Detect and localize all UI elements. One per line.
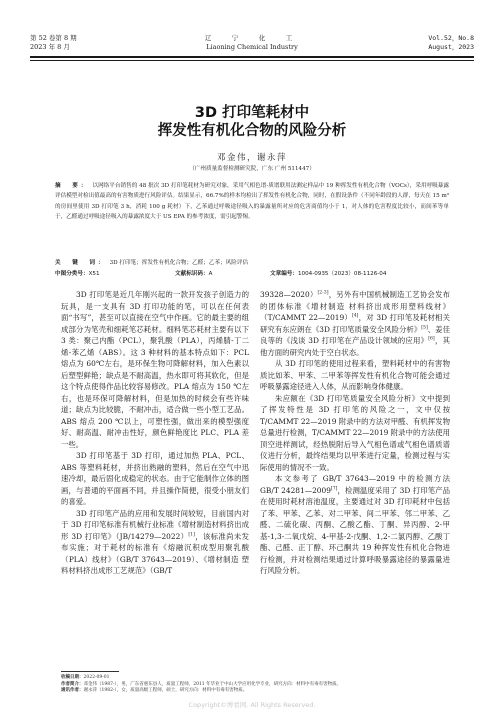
footnotes (61, 675, 464, 695)
paragraph: 从 3D 打印笔的使用过程来看，塑料耗材中的有害物质比如苯、甲苯、二甲苯等挥发性有机化合物可能会通过呼吸暴露途径进入人体，从而影响身体健康。 (260, 359, 450, 391)
clc-value: X51 (88, 271, 100, 277)
classification-line (55, 269, 449, 277)
paper-title (30, 104, 474, 140)
date-cn: 2023 年 8 月 (30, 43, 70, 51)
footnote-label: 作者简介： (61, 681, 84, 687)
footnote-text: 谢永萍（1982-），女，质量高级工程师，硕士，研究方向：材料中有毒有害物质。 (83, 688, 248, 693)
clc-label: 中图分类号： (55, 271, 89, 277)
paragraph: 朱应额在《3D 打印笔质量安全风险分析》文中提到了挥发特性是 3D 打印笔的风险之一，文中仅按 T/CAMMT 22—2019 附录中的方法对甲醛、有机挥发物总量进行检测，T/CAMMT 22—2019 附录中的方法使用顶空进样测试，经热脱附后导入气相色谱或气相色谱质谱仪进行分析，最终结果均以甲苯进行定量，检测过程与实际使用的情况不一致。 (260, 393, 450, 472)
volume-en: Vol.52，No.8 (428, 34, 474, 42)
paragraph: 3D 打印笔产品的应用和发展时间较短，目前国内对于 3D 打印笔标准有机械行业标准《增材制造材料挤出成形 3D 打印笔》（JB/14279—2022）[1]，该标准尚未发布实施；对于耗材的标准有《熔融沉积成型用聚乳酸（PLA）线材》（GB/T 37643—2019）、《增材制造 塑料材料挤出成形工艺规范》（GB/T (61, 508, 249, 575)
footnote-label: 收稿日期： (61, 675, 84, 680)
article-no-value: 1004-0935（2023）08-1126-04 (297, 271, 387, 277)
citation-mark: [1] (188, 532, 195, 538)
header-rule-thick (30, 56, 474, 58)
footnote-corresponding (61, 688, 464, 695)
title-line-2: 挥发性有机化合物的风险分析 (157, 123, 347, 139)
header-rule-thin (30, 60, 474, 61)
footnote-rule (61, 671, 119, 672)
abstract-label: 摘 要： (55, 183, 90, 189)
header-right (428, 34, 474, 52)
volume-cn: 第 52 卷第 8 期 (30, 34, 77, 42)
journal-name-en: Liaoning Chemical Industry (206, 43, 298, 51)
journal-name-cn: 辽 宁 化 工 (204, 34, 300, 42)
header-center (30, 34, 474, 52)
citation-mark: [5] (421, 325, 428, 331)
copyright-watermark: Copyright©博看网. All Rights Reserved. (188, 701, 316, 709)
body-column-left (61, 289, 249, 577)
footnote-text: 邓金伟（1987-），男，广东省惠东县人，质量工程师，2011 年毕业于中山大学应用化学专业，研究方向：材料中有毒有害物质。 (83, 681, 342, 687)
doc-code-label: 文献标识码： (175, 271, 209, 277)
paragraph: 3D 打印笔基于 3D 打印，通过加热 PLA、PCL、ABS 等塑料耗材，并挤出熟融的塑料，然后在空气中迅速冷却，最后固化成稳定的状态。由于它能制作立体的图画，与普通的平面画不同，并且操作简便，很受小朋友们的喜爱。 (61, 451, 249, 506)
abstract (55, 181, 449, 222)
doc-code-value: A (208, 271, 213, 277)
abstract-text: 以网络平台销售的 48 批次 3D 打印笔耗材为研究对象，采用气相色谱-质谱联用法测定样品中 19 种挥发性有机化合物（VOCs），采用呼吸暴露评估模型对检出值最高的有害物质进行风险评估。结果显示，66.7%的样本均检出了挥发性有机化合物，同时，在假设条件（不同年龄段的人群，每天在 15 m³的房间里使用 3D 打印笔 3 h，消耗 100 g 耗材）下，乙苯通过呼吸途径吸入的暴露量所对应的危害商值均小于 1，对人体的危害程度比较小，而间苯等单于，乙醛通过呼吸途径吸入的暴露浓度大于 US EPA 的参考浓度，需引起警惕。 (55, 183, 449, 220)
keywords-text: 3D 打印笔；挥发性有机化合物；乙醛；乙苯；风险评估 (109, 260, 249, 266)
footnote-text: 2022-09-01 (83, 675, 110, 680)
authors: 邓金伟，谢永萍 (216, 153, 287, 163)
keywords-label: 关 键 词： (55, 260, 107, 266)
paragraph: 3D 打印笔是近几年刚兴起的一款开发孩子创造力的玩具，是一支具有 3D 打印功能的笔，可以在任何表面“书写”，甚至可以直接在空气中作画。它的最主要的组成部分为笔壳和细耗笔芯耗材。细料笔芯耗材主要有以下 3 类：聚己内酯（PCL），聚乳酸（PLA），丙烯腈-丁二烯-苯乙烯（ABS）。这 3 种材料的基本特点如下：PCL 熔点为 60℃左右，是环保生物可降解材料，加入色素以后塑型鲜艳；缺点是不耐高温，热水即可将其软化，但是这个特点使得作品比较容易修改。PLA 熔点为 150 ℃左右，也是环保可降解材料，但是加热的时候会有些许味道；缺点为比较脆，不耐冲击，适合做一些小型工艺品。ABS 熔点 200 ℃以上，可塑性强，做出来的模型强度好、耐高温、耐冲击性好，颜色鲜艳度比 PLC、PLA 差一些。 (61, 290, 249, 449)
article-no-label: 文章编号： (270, 271, 298, 277)
citation-mark: [2-3] (317, 290, 329, 296)
affiliation: （广州质量监督检测研究院，广东 广州 511447） (189, 166, 315, 172)
date-en: August，2023 (428, 43, 474, 51)
paragraph: 本文参考了 GB/T 37643—2019 中的检测方法 GB/T 24281—2009[7]，检测温度采用了 3D 打印笔产品在使用时耗材溶池温度，主要通过对 3D 打印耗材中包括了苯、甲苯、乙苯、对二甲苯、间二甲苯、邻二甲苯、乙醛、二硫化碳、丙酮、乙酸乙酯、丁酮、异丙醇、2-甲基-1,3-二氧戊烷、4-甲基-2-戊酮、1,2-二氯丙醇、乙酸丁酯、己醛、正丁醇、环己酮共 19 种挥发性有机化合物进行检测，并对检测结果通过计算呼吸暴露途径的暴露量进行风险分析。 (260, 474, 450, 575)
citation-mark: [4] (351, 313, 359, 319)
paragraph: 39328—2020）[2-3]，另外有中国机械制造工艺协会发布的团体标准《增材制造 材料挤出成形用塑料线材》（T/CAMMT 22—2019）[4]，对 3D 打印笔及耗材相关研究有东应朗在《3D 打印笔质量安全风险分析》[5]、姜佳良等的《浅谈 3D 打印笔在产品设计领域的应用》[6]，其他方面的研究内处于空白状态。 (260, 290, 450, 357)
footnote-label: 通讯作者： (61, 688, 84, 693)
title-line-1: 3D 打印笔耗材中 (194, 105, 310, 121)
running-header (30, 34, 474, 56)
keywords (55, 258, 449, 268)
citation-mark: [7] (330, 486, 338, 492)
body-column-right (260, 289, 450, 577)
citation-mark: [6] (428, 336, 435, 342)
